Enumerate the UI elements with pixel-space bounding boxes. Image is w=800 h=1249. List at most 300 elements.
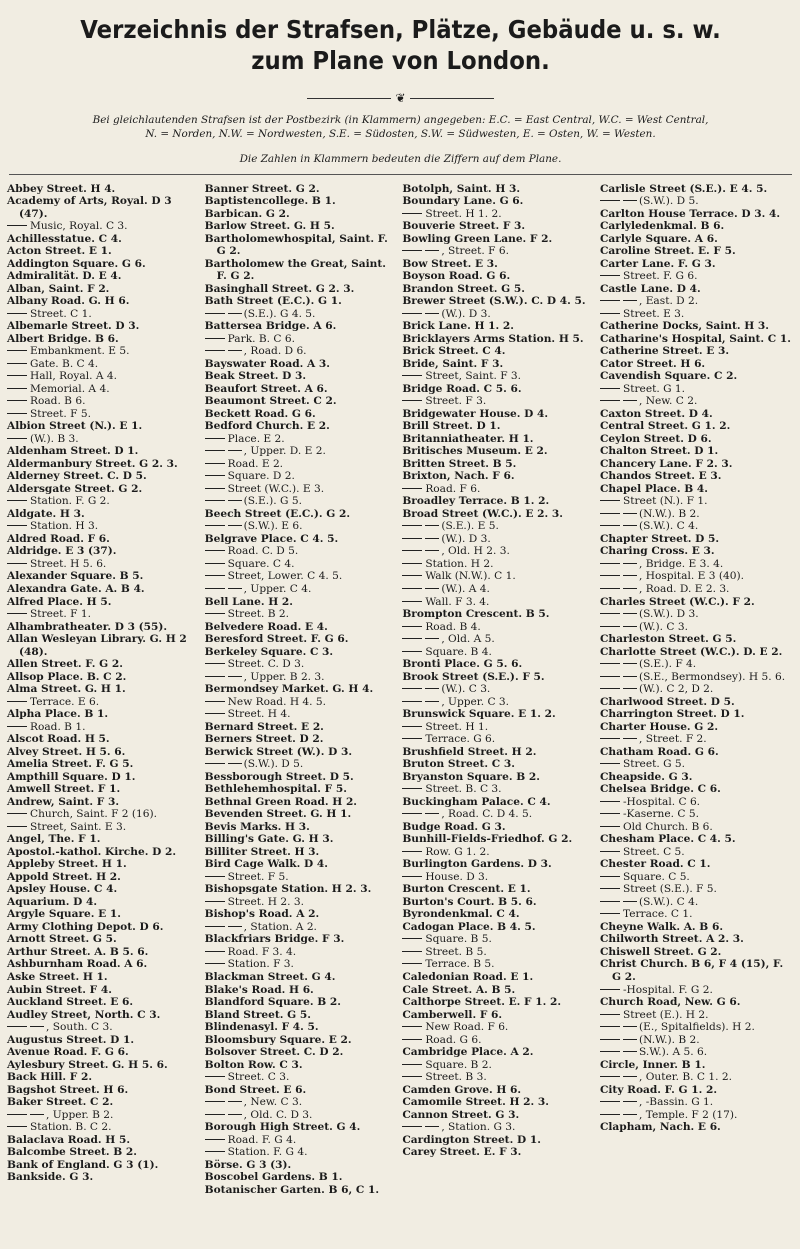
entry-heading: Baptistencollege. B 1. (204, 195, 336, 208)
index-entry (7, 896, 201, 909)
index-entry (600, 395, 794, 408)
index-entry (7, 495, 201, 508)
index-entry (205, 708, 399, 721)
index-entry (7, 308, 201, 321)
index-entry (600, 458, 794, 471)
entry-heading: Bouverie Street. F 3. (402, 220, 526, 233)
index-entry (402, 1096, 596, 1109)
entry-text: Road. F 6. (425, 482, 481, 495)
entry-text: , Street. F 6. (441, 245, 509, 258)
entry-text: Square. B 4. (425, 645, 492, 658)
index-entry (7, 445, 201, 458)
repeat-dash (623, 400, 637, 401)
repeat-dash (600, 313, 620, 314)
repeat-dash (402, 813, 422, 814)
repeat-dash (425, 250, 439, 251)
repeat-dash (623, 738, 637, 739)
entry-heading: Cadogan Place. B 4. 5. (402, 920, 536, 933)
index-entry (600, 846, 794, 859)
entry-text: , Upper. C 3. (441, 695, 510, 708)
index-entry (402, 333, 596, 346)
entry-heading: Berkeley Square. C 3. (204, 645, 334, 658)
index-entry (205, 520, 399, 533)
index-entry (600, 220, 794, 233)
repeat-dash (402, 876, 422, 877)
index-entry (7, 183, 201, 196)
index-entry (402, 533, 596, 546)
index-entry (600, 470, 794, 483)
repeat-dash (402, 488, 422, 489)
index-entry (600, 708, 794, 721)
repeat-dash (402, 601, 422, 602)
index-entry (402, 721, 596, 734)
entry-heading: Banner Street. G 2. (204, 182, 320, 195)
index-entry (402, 383, 596, 396)
repeat-dash (205, 588, 225, 589)
index-entry (402, 633, 596, 646)
index-entry (600, 345, 794, 358)
repeat-dash (205, 1151, 225, 1152)
entry-heading: Central Street. G 1. 2. (599, 420, 731, 433)
entry-text: Road. B 6. (30, 395, 86, 408)
entry-heading: Ashburnham Road. A 6. (7, 958, 148, 971)
index-entry (205, 658, 399, 671)
entry-heading: Aldenham Street. D 1. (7, 445, 139, 458)
repeat-dash (623, 626, 637, 627)
index-entry (600, 808, 794, 821)
entry-heading: Brandon Street. G 5. (402, 282, 525, 295)
entry-text: Terrace. C 1. (622, 908, 693, 921)
index-entry (402, 483, 596, 496)
index-entry (7, 971, 201, 984)
index-entry (402, 570, 596, 583)
entry-heading: Aldgate. H 3. (7, 507, 85, 520)
entry-heading: Academy of Arts, Royal. D 3 (47). (7, 195, 172, 220)
entry-heading: Britisches Museum. E 2. (402, 445, 548, 458)
index-entry (600, 796, 794, 809)
index-entry (7, 420, 201, 433)
index-entry (205, 633, 399, 646)
index-entry (600, 984, 794, 997)
index-entry (402, 746, 596, 759)
repeat-dash (425, 688, 439, 689)
index-entry (205, 345, 399, 358)
index-entry (600, 1046, 794, 1059)
index-entry (402, 1021, 596, 1034)
repeat-dash (402, 738, 422, 739)
entry-text: New Road. H 4. 5. (227, 695, 327, 708)
index-entry (7, 1021, 201, 1034)
index-entry (7, 633, 201, 658)
index-entry (600, 320, 794, 333)
index-entry (402, 708, 596, 721)
repeat-dash (623, 575, 637, 576)
index-entry (600, 1084, 794, 1097)
index-entry (7, 758, 201, 771)
entry-text: Square. D 2. (227, 470, 295, 483)
index-entry (402, 658, 596, 671)
entry-text: Street. F 5. (227, 870, 289, 883)
entry-heading: Andrew, Saint. F 3. (7, 795, 120, 808)
page-title-line-2: zum Plane von London. (251, 46, 550, 75)
index-entry (7, 958, 201, 971)
entry-heading: Admiralität. D. E 4. (7, 270, 122, 283)
entry-text: (W.). B 3. (30, 432, 79, 445)
entry-heading: Britten Street. B 5. (402, 457, 517, 470)
entry-heading: Charlwood Street. D 5. (599, 695, 735, 708)
repeat-dash (205, 350, 225, 351)
entry-heading: Allan Wesleyan Library. G. H 2 (48). (7, 633, 187, 658)
index-entry (205, 308, 399, 321)
entry-text: Station. H 2. (425, 557, 494, 570)
repeat-dash (402, 726, 422, 727)
repeat-dash (7, 400, 27, 401)
index-entry (600, 946, 794, 959)
index-entry (402, 558, 596, 571)
entry-heading: Brewer Street (S.W.). C. D 4. 5. (402, 295, 586, 308)
entry-heading: Brunswick Square. E 1. 2. (402, 708, 556, 721)
entry-heading: Burlington Gardens. D 3. (402, 858, 552, 871)
repeat-dash (600, 901, 620, 902)
entry-text: (S.E., Bermondsey). H 5. 6. (638, 670, 786, 683)
index-entry (402, 470, 596, 483)
index-entry (402, 808, 596, 821)
repeat-dash (402, 1076, 422, 1077)
repeat-dash (402, 213, 422, 214)
index-entry (402, 821, 596, 834)
repeat-dash (623, 1076, 637, 1077)
repeat-dash (600, 801, 620, 802)
index-entry (205, 933, 399, 946)
repeat-dash (7, 375, 27, 376)
index-entry (402, 921, 596, 934)
index-entry (7, 220, 201, 233)
index-entry (600, 195, 794, 208)
repeat-dash (205, 1076, 225, 1077)
index-entry (600, 370, 794, 383)
repeat-dash (402, 550, 422, 551)
index-entry (7, 583, 201, 596)
index-entry (205, 833, 399, 846)
entry-heading: Blake's Road. H 6. (204, 983, 314, 996)
index-entry (600, 508, 794, 521)
index-entry (600, 358, 794, 371)
entry-heading: Charleston Street. G 5. (599, 633, 737, 646)
entry-heading: Church Road, New. G 6. (599, 996, 741, 1009)
repeat-dash (600, 738, 620, 739)
repeat-dash (7, 813, 27, 814)
repeat-dash (600, 1101, 620, 1102)
entry-heading: Bird Cage Walk. D 4. (204, 858, 328, 871)
entry-text: (S.W.). C 4. (638, 520, 699, 533)
index-entry (402, 1134, 596, 1147)
index-entry (402, 646, 596, 659)
entry-heading: Charlotte Street (W.C.). D. E 2. (599, 645, 783, 658)
entry-heading: Aldred Road. F 6. (7, 532, 110, 545)
index-entry (7, 658, 201, 671)
entry-heading: Brick Street. C 4. (402, 345, 506, 358)
index-entry (600, 733, 794, 746)
entry-text: Walk (N.W.). C 1. (425, 570, 516, 583)
index-entry (402, 984, 596, 997)
repeat-dash (623, 513, 637, 514)
repeat-dash (600, 613, 620, 614)
entry-heading: Chilworth Street. A 2. 3. (599, 933, 744, 946)
repeat-dash (623, 563, 637, 564)
index-entry (600, 958, 794, 983)
entry-heading: Boundary Lane. G 6. (402, 195, 524, 208)
index-column-3 (402, 183, 596, 1197)
repeat-dash (425, 525, 439, 526)
index-entry (205, 383, 399, 396)
entry-heading: Blindenasyl. F 4. 5. (204, 1021, 319, 1034)
entry-text: , Hospital. E 3 (40). (638, 570, 744, 583)
index-entry (205, 420, 399, 433)
index-entry (600, 533, 794, 546)
index-entry (600, 520, 794, 533)
entry-heading: Cator Street. H 6. (599, 357, 706, 370)
index-entry (205, 646, 399, 659)
index-entry (205, 1009, 399, 1022)
repeat-dash (205, 575, 225, 576)
index-entry (205, 320, 399, 333)
entry-text: Street. B 3. (425, 1071, 487, 1084)
entry-heading: Ampthill Square. D 1. (7, 770, 136, 783)
entry-text: Street. B. C 3. (425, 783, 502, 796)
index-entry (205, 608, 399, 621)
repeat-dash (228, 350, 242, 351)
entry-text: Street. C 3. (227, 1071, 290, 1084)
entry-heading: Allsop Place. B. C 2. (7, 670, 127, 683)
entry-heading: Bessborough Street. D 5. (204, 770, 354, 783)
entry-heading: Caxton Street. D 4. (599, 407, 713, 420)
repeat-dash (600, 989, 620, 990)
index-entry (402, 308, 596, 321)
entry-heading: Brook Street (S.E.). F 5. (402, 670, 545, 683)
repeat-dash (623, 588, 637, 589)
index-entry (205, 721, 399, 734)
index-entry (7, 671, 201, 684)
entry-heading: Catherine Docks, Saint. H 3. (599, 320, 769, 333)
index-entry (402, 1046, 596, 1059)
index-entry (7, 1146, 201, 1159)
index-entry (600, 495, 794, 508)
repeat-dash (402, 626, 422, 627)
entry-heading: Carlisle Street (S.E.). E 4. 5. (599, 182, 768, 195)
repeat-dash (425, 701, 439, 702)
index-entry (402, 358, 596, 371)
index-entry (7, 383, 201, 396)
repeat-dash (205, 488, 225, 489)
index-entry (205, 846, 399, 859)
entry-text: Road. E 2. (227, 457, 284, 470)
entry-heading: Cheapside. G 3. (599, 770, 693, 783)
entry-heading: Catherine Street. E 3. (599, 345, 730, 358)
entry-text: Street. F. G 6. (622, 270, 698, 283)
index-entry (7, 721, 201, 734)
entry-heading: Apostol.-kathol. Kirche. D 2. (7, 845, 177, 858)
entry-text: Street. H 4. (227, 708, 291, 721)
entry-text: Street, Lower. C 4. 5. (227, 570, 343, 583)
index-entry (7, 808, 201, 821)
repeat-dash (600, 1114, 620, 1115)
repeat-dash (402, 688, 422, 689)
index-entry (402, 258, 596, 271)
entry-text: Street (S.E.). F 5. (622, 883, 717, 896)
entry-heading: Bruton Street. C 3. (402, 758, 515, 771)
entry-heading: Bernard Street. E 2. (204, 720, 324, 733)
repeat-dash (402, 1039, 422, 1040)
entry-heading: Cavendish Square. C 2. (599, 370, 738, 383)
repeat-dash (600, 876, 620, 877)
index-entry (205, 958, 399, 971)
repeat-dash (402, 701, 422, 702)
repeat-dash (623, 676, 637, 677)
entry-heading: Chalton Street. D 1. (599, 445, 719, 458)
index-column-2 (205, 183, 399, 1197)
entry-text: , Upper. D. E 2. (243, 445, 326, 458)
entry-text: Memorial. A 4. (30, 382, 110, 395)
index-entry (402, 1059, 596, 1072)
entry-heading: Appold Street. H 2. (7, 870, 121, 883)
entry-heading: Beak Street. D 3. (204, 370, 307, 383)
entry-heading: Cambridge Place. A 2. (402, 1046, 534, 1059)
index-entry (205, 683, 399, 696)
repeat-dash (7, 563, 27, 564)
index-entry (7, 608, 201, 621)
index-columns (7, 183, 794, 1197)
index-entry (402, 583, 596, 596)
entry-heading: Cale Street. A. B 5. (402, 983, 516, 996)
index-entry (7, 996, 201, 1009)
entry-heading: Bishopsgate Station. H 2. 3. (204, 883, 372, 896)
repeat-dash (402, 851, 422, 852)
index-entry (205, 295, 399, 308)
index-entry (600, 658, 794, 671)
index-entry (205, 1059, 399, 1072)
index-entry (600, 883, 794, 896)
index-entry (7, 984, 201, 997)
index-entry (205, 896, 399, 909)
entry-heading: Amwell Street. F 1. (7, 783, 121, 796)
entry-heading: Avenue Road. F. G 6. (7, 1046, 129, 1059)
entry-text: Embankment. E 5. (30, 345, 130, 358)
entry-heading: Bowling Green Lane. F 2. (402, 232, 553, 245)
entry-heading: Amelia Street. F. G 5. (7, 758, 134, 771)
entry-heading: Clapham, Nach. E 6. (599, 1121, 721, 1134)
repeat-dash (623, 1039, 637, 1040)
repeat-dash (425, 538, 439, 539)
repeat-dash (402, 938, 422, 939)
index-entry (7, 1109, 201, 1122)
index-entry (7, 946, 201, 959)
entry-heading: Achillesstatue. C 4. (7, 232, 122, 245)
entry-heading: Bricklayers Arms Station. H 5. (402, 332, 584, 345)
entry-text: Station. H 3. (30, 520, 99, 533)
index-entry (205, 408, 399, 421)
entry-heading: Chiswell Street. G 2. (599, 945, 722, 958)
entry-heading: Ceylon Street. D 6. (599, 432, 712, 445)
index-entry (402, 1034, 596, 1047)
entry-heading: Billing's Gate. G. H 3. (204, 833, 334, 846)
index-entry (402, 545, 596, 558)
repeat-dash (402, 588, 422, 589)
entry-heading: Aldridge. E 3 (37). (7, 545, 117, 558)
index-entry (600, 696, 794, 709)
entry-heading: Castle Lane. D 4. (599, 282, 701, 295)
index-entry (402, 971, 596, 984)
repeat-dash (402, 525, 422, 526)
index-entry (7, 558, 201, 571)
entry-text: , Old. A 5. (441, 633, 495, 646)
entry-text: Road. F 3. 4. (227, 945, 297, 958)
entry-heading: Baker Street. C 2. (7, 1096, 114, 1109)
entry-heading: Bridge Road. C 5. 6. (402, 382, 522, 395)
repeat-dash (402, 250, 422, 251)
repeat-dash (7, 826, 27, 827)
index-entry (7, 858, 201, 871)
repeat-dash (205, 550, 225, 551)
repeat-dash (600, 525, 620, 526)
entry-heading: Chatham Road. G 6. (599, 745, 719, 758)
index-entry (7, 708, 201, 721)
index-entry (205, 971, 399, 984)
index-entry (7, 796, 201, 809)
index-entry (7, 746, 201, 759)
entry-text: , Road. C. D 4. 5. (441, 808, 533, 821)
repeat-dash (623, 1114, 637, 1115)
index-entry (205, 1084, 399, 1097)
index-entry (402, 596, 596, 609)
repeat-dash (600, 851, 620, 852)
repeat-dash (228, 450, 242, 451)
legend-line-3: Die Zahlen in Klammern bedeuten die Ziffern auf dem Plane. (239, 153, 562, 165)
entry-text: -Hospital. C 6. (622, 795, 701, 808)
repeat-dash (205, 563, 225, 564)
repeat-dash (7, 313, 27, 314)
entry-heading: Carey Street. E. F 3. (402, 1146, 522, 1159)
index-entry (600, 583, 794, 596)
entry-text: Road. B 1. (30, 720, 86, 733)
index-entry (402, 896, 596, 909)
index-entry (205, 746, 399, 759)
entry-heading: Botolph, Saint. H 3. (402, 182, 521, 195)
index-entry (205, 208, 399, 221)
index-entry (402, 846, 596, 859)
entry-text: Street. H 1. (425, 720, 489, 733)
repeat-dash (623, 663, 637, 664)
entry-text: (W.). C 3. (441, 683, 491, 696)
entry-heading: Abbey Street. H 4. (7, 182, 116, 195)
index-entry (402, 1121, 596, 1134)
entry-text: (S.E.). G 4. 5. (243, 307, 316, 320)
index-entry (205, 796, 399, 809)
index-entry (402, 696, 596, 709)
repeat-dash (205, 713, 225, 714)
entry-text: Street, Saint. F 3. (425, 370, 522, 383)
index-entry (205, 771, 399, 784)
index-entry (600, 545, 794, 558)
entry-text: Street. E 3. (622, 307, 685, 320)
entry-text: (N.W.). B 2. (638, 507, 700, 520)
index-entry (205, 1021, 399, 1034)
entry-heading: Angel, The. F 1. (7, 833, 101, 846)
index-entry (600, 383, 794, 396)
ornament-rule-right (410, 98, 494, 99)
index-entry (7, 1059, 201, 1072)
entry-heading: Bermondsey Market. G. H 4. (204, 683, 374, 696)
repeat-dash (600, 676, 620, 677)
